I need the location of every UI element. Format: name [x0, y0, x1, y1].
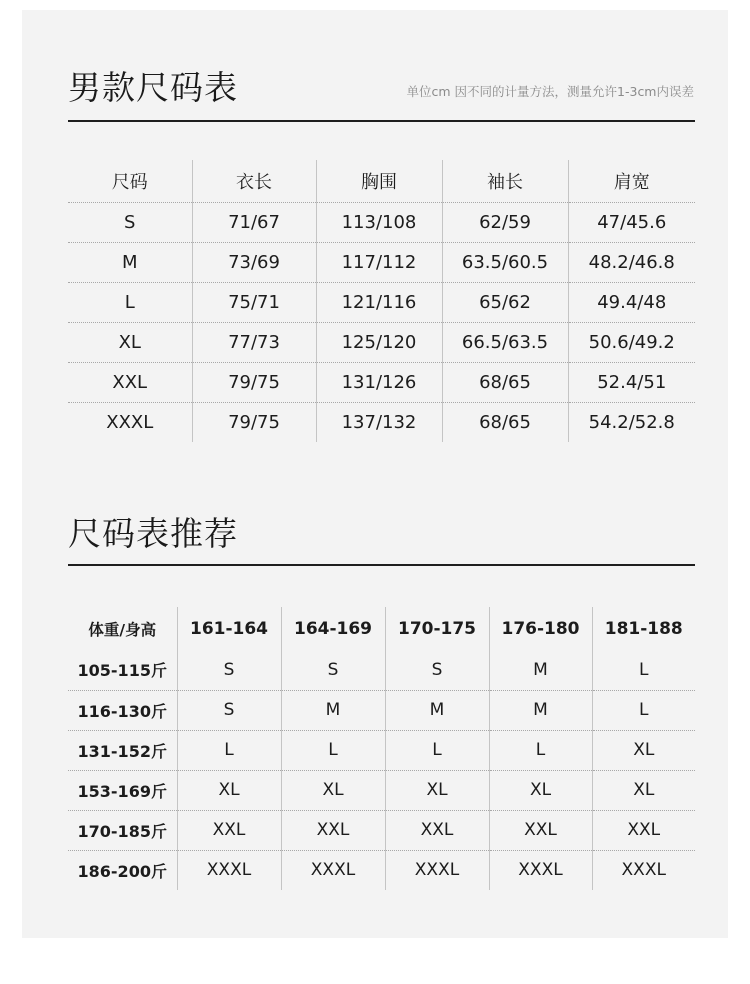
table-cell: 54.2/52.8	[568, 402, 695, 442]
table-cell: XXL	[489, 810, 592, 850]
recommendation-title: 尺码表推荐	[68, 514, 238, 553]
measurement-note: 单位cm 因不同的计量方法，测量允许1-3cm内误差	[406, 84, 694, 99]
table-cell: 113/108	[316, 202, 442, 242]
column-header-cell: 164-169	[281, 607, 385, 650]
corner-header-cell: 体重/身高	[88, 620, 157, 639]
table-cell: M	[489, 690, 592, 730]
table-cell: 52.4/51	[568, 362, 695, 402]
table-row	[68, 770, 695, 810]
corner-header-cell: 尺码	[68, 160, 192, 202]
table-cell: XL	[489, 770, 592, 810]
table-cell: 68/65	[442, 402, 568, 442]
table-cell: 79/75	[192, 362, 316, 402]
row-header-cell: XL	[68, 322, 192, 362]
header-row	[68, 160, 695, 202]
table-cell: XL	[177, 770, 281, 810]
table-cell: 125/120	[316, 322, 442, 362]
table-cell: 68/65	[442, 362, 568, 402]
size-chart-title: 男款尺码表	[68, 68, 238, 107]
table-cell: XXXL	[385, 850, 489, 890]
table-cell: 48.2/46.8	[568, 242, 695, 282]
table-row	[68, 730, 695, 770]
table-cell: 121/116	[316, 282, 442, 322]
table-row	[68, 322, 695, 362]
table-row	[68, 242, 695, 282]
table-cell: XXXL	[489, 850, 592, 890]
row-header-cell: 116-130斤	[68, 690, 177, 730]
column-header-cell: 袖长	[442, 160, 568, 202]
size-chart-table	[68, 160, 695, 442]
table-cell: S	[281, 650, 385, 690]
row-header-cell: M	[68, 242, 192, 282]
table-cell: 47/45.6	[568, 202, 695, 242]
table-cell: XXXL	[592, 850, 695, 890]
column-header-cell: 衣长	[192, 160, 316, 202]
table-cell: 77/73	[192, 322, 316, 362]
row-header-cell: 170-185斤	[68, 810, 177, 850]
table-row	[68, 362, 695, 402]
table-cell: XXL	[177, 810, 281, 850]
row-header-cell: XXL	[68, 362, 192, 402]
table-cell: L	[177, 730, 281, 770]
column-header-cell: 胸围	[316, 160, 442, 202]
table-cell: M	[489, 650, 592, 690]
table-row	[68, 850, 695, 890]
table-cell: XL	[281, 770, 385, 810]
table-cell: L	[592, 690, 695, 730]
table-cell: XXXL	[281, 850, 385, 890]
column-header-cell: 176-180	[489, 607, 592, 650]
table-cell: XXL	[385, 810, 489, 850]
table-cell: XL	[592, 770, 695, 810]
table-cell: L	[281, 730, 385, 770]
table-cell: 50.6/49.2	[568, 322, 695, 362]
row-header-cell: 105-115斤	[77, 661, 167, 681]
table-cell: 73/69	[192, 242, 316, 282]
table-cell: 65/62	[442, 282, 568, 322]
table-row	[68, 202, 695, 242]
table-cell: 63.5/60.5	[442, 242, 568, 282]
table-cell: 117/112	[316, 242, 442, 282]
table-cell: XXL	[592, 810, 695, 850]
row-header-cell: S	[124, 211, 136, 233]
header-row	[68, 607, 695, 650]
table-cell: 131/126	[316, 362, 442, 402]
row-header-cell: XXXL	[68, 402, 192, 442]
table-cell: 137/132	[316, 402, 442, 442]
table-cell: S	[385, 650, 489, 690]
row-header-cell: 131-152斤	[68, 730, 177, 770]
table-cell: 71/67	[192, 202, 316, 242]
table-row	[68, 402, 695, 442]
row-header-cell: 153-169斤	[68, 770, 177, 810]
table-cell: L	[489, 730, 592, 770]
table-cell: XL	[592, 730, 695, 770]
table-row	[68, 810, 695, 850]
table-cell: 79/75	[192, 402, 316, 442]
table-row	[68, 650, 695, 690]
table-cell: S	[177, 690, 281, 730]
table-cell: XXL	[281, 810, 385, 850]
title-divider	[68, 564, 695, 566]
column-header-cell: 肩宽	[568, 160, 695, 202]
row-header-cell: 186-200斤	[68, 850, 177, 890]
table-cell: XXXL	[177, 850, 281, 890]
table-cell: L	[592, 650, 695, 690]
title-divider	[68, 120, 695, 122]
table-cell: 62/59	[442, 202, 568, 242]
table-cell: S	[177, 650, 281, 690]
table-cell: M	[385, 690, 489, 730]
row-header-cell: L	[68, 282, 192, 322]
recommendation-table	[68, 607, 695, 890]
table-row	[68, 690, 695, 730]
column-header-cell: 170-175	[385, 607, 489, 650]
table-cell: 66.5/63.5	[442, 322, 568, 362]
table-cell: 75/71	[192, 282, 316, 322]
table-cell: L	[385, 730, 489, 770]
column-header-cell: 181-188	[592, 607, 695, 650]
column-header-cell: 161-164	[177, 607, 281, 650]
table-row	[68, 282, 695, 322]
table-cell: XL	[385, 770, 489, 810]
table-cell: 49.4/48	[568, 282, 695, 322]
table-cell: M	[281, 690, 385, 730]
